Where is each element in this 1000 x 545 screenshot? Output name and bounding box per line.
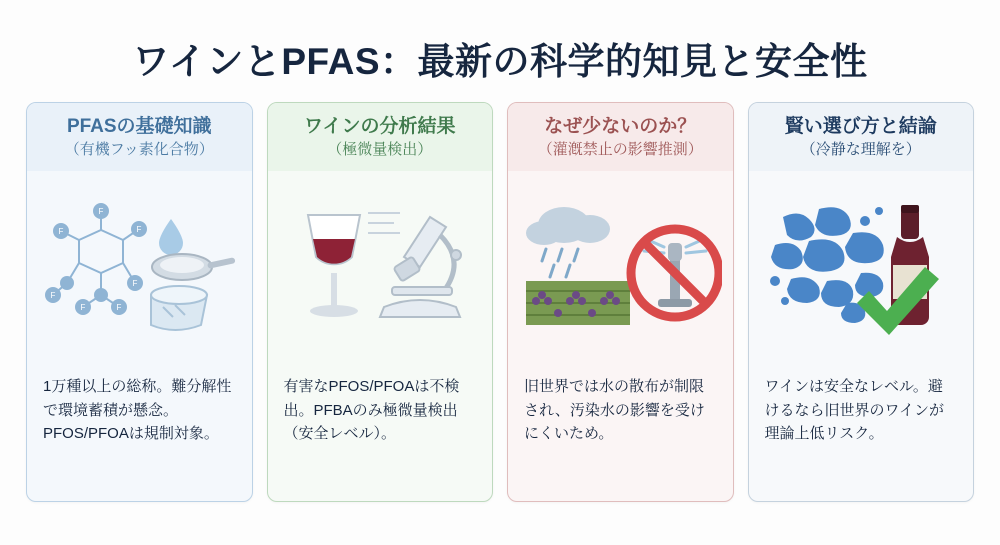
card-header [508, 103, 733, 171]
rain-cloud-vineyard-no-irrigation-icon [508, 171, 733, 370]
card-subtitle: （灌漑禁止の影響推測） [537, 141, 703, 159]
svg-text:F: F [98, 207, 104, 217]
cards-row [0, 94, 1000, 502]
card-wine-analysis[interactable] [267, 102, 494, 502]
card-why-low[interactable] [507, 102, 734, 502]
card-title: PFASの基礎知識 [66, 116, 212, 138]
card-subtitle: （有機フッ素化合物） [64, 141, 214, 159]
card-header [27, 103, 252, 171]
card-smart-choice[interactable] [748, 102, 975, 502]
wine-glass-microscope-icon [268, 171, 493, 370]
card-title: ワインの分析結果 [304, 116, 456, 138]
pfas-molecule-pan-fabric-icon [27, 171, 252, 370]
card-subtitle: （極微量検出） [327, 141, 433, 159]
card-body-text: 1万種以上の総称。難分解性で環境蓄積が懸念。PFOS/PFOAは規制対象。 [43, 378, 232, 442]
page-title: ワインとPFAS：最新の科学的知見と安全性 [132, 41, 868, 82]
card-header [268, 103, 493, 171]
svg-text:F: F [116, 303, 122, 313]
card-title: 賢い選び方と結論 [784, 116, 937, 138]
card-body-text: 有害なPFOS/PFOAは不検出。PFBAのみ極微量検出（安全レベル）。 [283, 378, 460, 442]
svg-text:F: F [136, 225, 142, 235]
card-subtitle: （冷静な理解を） [800, 141, 921, 159]
svg-text:F: F [50, 291, 56, 301]
europe-map-wine-bottle-checkmark-icon [749, 171, 974, 370]
card-body-text: ワインは安全なレベル。避けるなら旧世界のワインが理論上低リスク。 [764, 378, 945, 442]
card-pfas-basics[interactable] [26, 102, 253, 502]
svg-text:F: F [80, 303, 86, 313]
card-body-text: 旧世界では水の散布が制限され、汚染水の影響を受けにくいため。 [524, 378, 705, 442]
card-title: なぜ少ないのか？ [544, 116, 697, 138]
card-header [749, 103, 974, 171]
svg-text:F: F [132, 279, 138, 289]
svg-text:F: F [58, 227, 64, 237]
